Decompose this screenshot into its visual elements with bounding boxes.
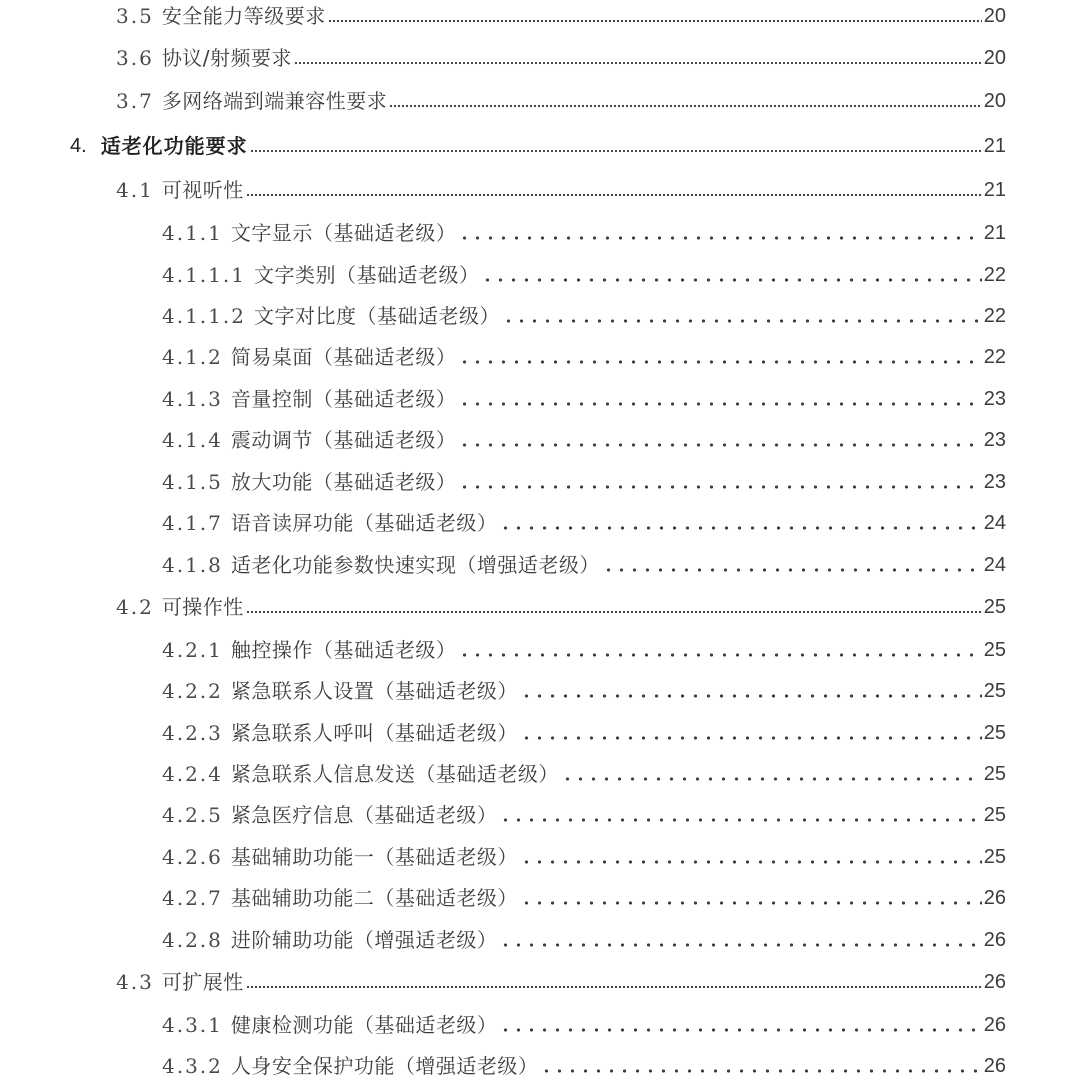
toc-entry-page: 20 [983, 47, 1006, 69]
toc-entry-title: 紧急联系人信息发送（基础适老级） [230, 762, 559, 786]
toc-entry-page: 25 [983, 596, 1006, 618]
toc-entry[interactable] [162, 837, 1006, 869]
toc-entry-title: 多网络端到端兼容性要求 [161, 89, 388, 113]
toc-entry-number: 3.6 [116, 46, 154, 70]
toc-leader-dots [250, 148, 982, 154]
toc-entry-page: 26 [983, 971, 1006, 993]
toc-entry-page: 26 [983, 929, 1006, 951]
toc-entry-page: 21 [983, 179, 1006, 201]
toc-entry-page: 26 [983, 1014, 1006, 1036]
toc-entry[interactable] [162, 1005, 1006, 1037]
toc-entry-number: 4.2.3 [162, 721, 223, 745]
toc-entry-page: 20 [983, 5, 1006, 27]
toc-entry[interactable] [162, 671, 1006, 703]
toc-leader-dots [389, 103, 981, 109]
toc-entry-number: 4.2.6 [162, 845, 223, 869]
toc-leader-dots [502, 318, 982, 324]
toc-entry-title: 触控操作（基础适老级） [230, 638, 457, 662]
toc-leader-dots [520, 859, 982, 865]
toc-entry-title: 紧急联系人呼叫（基础适老级） [230, 721, 518, 745]
toc-entry-page: 26 [983, 1055, 1006, 1077]
toc-leader-dots [499, 817, 981, 823]
toc-entry-page: 23 [983, 471, 1006, 493]
toc-entry-number: 4.1 [116, 178, 154, 202]
toc-entry[interactable] [162, 713, 1006, 745]
toc-entry-number: 4.1.1.2 [162, 304, 246, 328]
toc-entry-page: 25 [983, 722, 1006, 744]
toc-entry-number: 4.2.8 [162, 928, 223, 952]
toc-entry-number: 4.2.1 [162, 638, 223, 662]
toc-leader-dots [499, 1027, 981, 1033]
toc-entry-number: 4.2.2 [162, 679, 223, 703]
toc-entry-page: 25 [983, 639, 1006, 661]
toc-entry[interactable] [162, 920, 1006, 952]
toc-entry-number: 3.7 [116, 89, 154, 113]
toc-entry-title: 震动调节（基础适老级） [230, 428, 457, 452]
toc-leader-dots [246, 984, 982, 990]
toc-entry-title: 放大功能（基础适老级） [230, 470, 457, 494]
toc-leader-dots [458, 235, 981, 241]
toc-entry[interactable] [162, 1046, 1006, 1078]
toc-entry[interactable] [162, 420, 1006, 452]
toc-entry-title: 音量控制（基础适老级） [230, 387, 457, 411]
toc-leader-dots [328, 18, 982, 24]
toc-leader-dots [246, 192, 982, 198]
toc-entry-number: 4.2.5 [162, 803, 223, 827]
toc-entry-page: 22 [983, 346, 1006, 368]
toc-entry-title: 文字类别（基础适老级） [253, 263, 480, 287]
toc-entry[interactable] [116, 587, 1006, 619]
toc-entry-title: 人身安全保护功能（增强适老级） [230, 1054, 539, 1078]
toc-entry-number: 4.1.2 [162, 345, 223, 369]
toc-entry-title: 简易桌面（基础适老级） [230, 345, 457, 369]
toc-entry-title: 可扩展性 [161, 970, 244, 994]
toc-entry-title: 基础辅助功能二（基础适老级） [230, 886, 518, 910]
toc-entry-title: 紧急联系人设置（基础适老级） [230, 679, 518, 703]
toc-leader-dots [561, 776, 982, 782]
toc-entry-number: 4.1.8 [162, 553, 223, 577]
toc-entry-page: 25 [983, 804, 1006, 826]
toc-entry-number: 4.3 [116, 970, 154, 994]
toc-entry-number: 3.5 [116, 4, 154, 28]
toc-entry-page: 22 [983, 264, 1006, 286]
toc-leader-dots [602, 567, 982, 573]
toc-entry-page: 22 [983, 305, 1006, 327]
toc-entry[interactable] [162, 754, 1006, 786]
toc-entry-title: 基础辅助功能一（基础适老级） [230, 845, 518, 869]
toc-leader-dots [458, 652, 981, 658]
toc-entry-number: 4.1.1.1 [162, 263, 246, 287]
toc-entry-page: 21 [983, 135, 1006, 157]
toc-entry-page: 21 [983, 222, 1006, 244]
toc-entry-page: 25 [983, 846, 1006, 868]
toc-leader-dots [458, 484, 981, 490]
toc-leader-dots [294, 60, 982, 66]
toc-entry[interactable] [116, 0, 1006, 28]
toc-entry[interactable] [162, 795, 1006, 827]
toc-entry-number: 4.3.1 [162, 1013, 223, 1037]
toc-entry-title: 安全能力等级要求 [161, 4, 326, 28]
toc-entry-number: 4. [70, 135, 87, 157]
toc-leader-dots [458, 442, 981, 448]
toc-entry-number: 4.1.7 [162, 511, 223, 535]
toc-entry[interactable] [162, 878, 1006, 910]
toc-entry-number: 4.1.5 [162, 470, 223, 494]
toc-entry[interactable] [116, 170, 1006, 202]
toc-entry-page: 26 [983, 887, 1006, 909]
toc-entry[interactable] [162, 213, 1006, 245]
toc-leader-dots [499, 525, 981, 531]
toc-entry-title: 健康检测功能（基础适老级） [230, 1013, 498, 1037]
toc-entry[interactable] [162, 545, 1006, 577]
toc-entry-number: 4.2.4 [162, 762, 223, 786]
toc-entry-title: 紧急医疗信息（基础适老级） [230, 803, 498, 827]
toc-entry[interactable] [116, 38, 1006, 70]
toc-entry[interactable] [162, 296, 1006, 328]
toc-entry-page: 25 [983, 680, 1006, 702]
toc-entry-title: 协议/射频要求 [161, 46, 293, 70]
toc-entry-title: 文字对比度（基础适老级） [253, 304, 500, 328]
toc-entry-title: 文字显示（基础适老级） [230, 221, 457, 245]
toc-entry[interactable] [162, 255, 1006, 287]
toc-entry-title: 适老化功能要求 [100, 134, 248, 158]
toc-entry-page: 24 [983, 512, 1006, 534]
toc-entry[interactable] [70, 126, 1006, 158]
toc-leader-dots [520, 735, 982, 741]
toc-leader-dots [499, 942, 981, 948]
toc-entry[interactable] [162, 337, 1006, 369]
toc-leader-dots [520, 900, 982, 906]
toc-entry[interactable] [116, 81, 1006, 113]
toc-leader-dots [540, 1068, 981, 1074]
toc-leader-dots [520, 693, 982, 699]
toc-entry-number: 4.3.2 [162, 1054, 223, 1078]
toc-entry-number: 4.1.3 [162, 387, 223, 411]
toc-entry-number: 4.1.1 [162, 221, 223, 245]
toc-entry[interactable] [116, 962, 1006, 994]
toc-entry-page: 25 [983, 763, 1006, 785]
toc-entry-page: 23 [983, 388, 1006, 410]
toc-entry-page: 20 [983, 90, 1006, 112]
toc-entry-number: 4.2.7 [162, 886, 223, 910]
toc-entry-title: 可操作性 [161, 595, 244, 619]
toc-entry-title: 进阶辅助功能（增强适老级） [230, 928, 498, 952]
toc-leader-dots [458, 401, 981, 407]
toc-leader-dots [481, 277, 981, 283]
toc-entry-page: 24 [983, 554, 1006, 576]
toc-entry-title: 语音读屏功能（基础适老级） [230, 511, 498, 535]
toc-entry[interactable] [162, 379, 1006, 411]
toc-leader-dots [246, 609, 982, 615]
toc-entry-number: 4.2 [116, 595, 154, 619]
toc-entry-number: 4.1.4 [162, 428, 223, 452]
toc-leader-dots [458, 359, 981, 365]
toc-entry-title: 可视听性 [161, 178, 244, 202]
toc-entry[interactable] [162, 462, 1006, 494]
toc-entry[interactable] [162, 503, 1006, 535]
toc-entry[interactable] [162, 630, 1006, 662]
toc-entry-title: 适老化功能参数快速实现（增强适老级） [230, 553, 600, 577]
toc-entry-page: 23 [983, 429, 1006, 451]
